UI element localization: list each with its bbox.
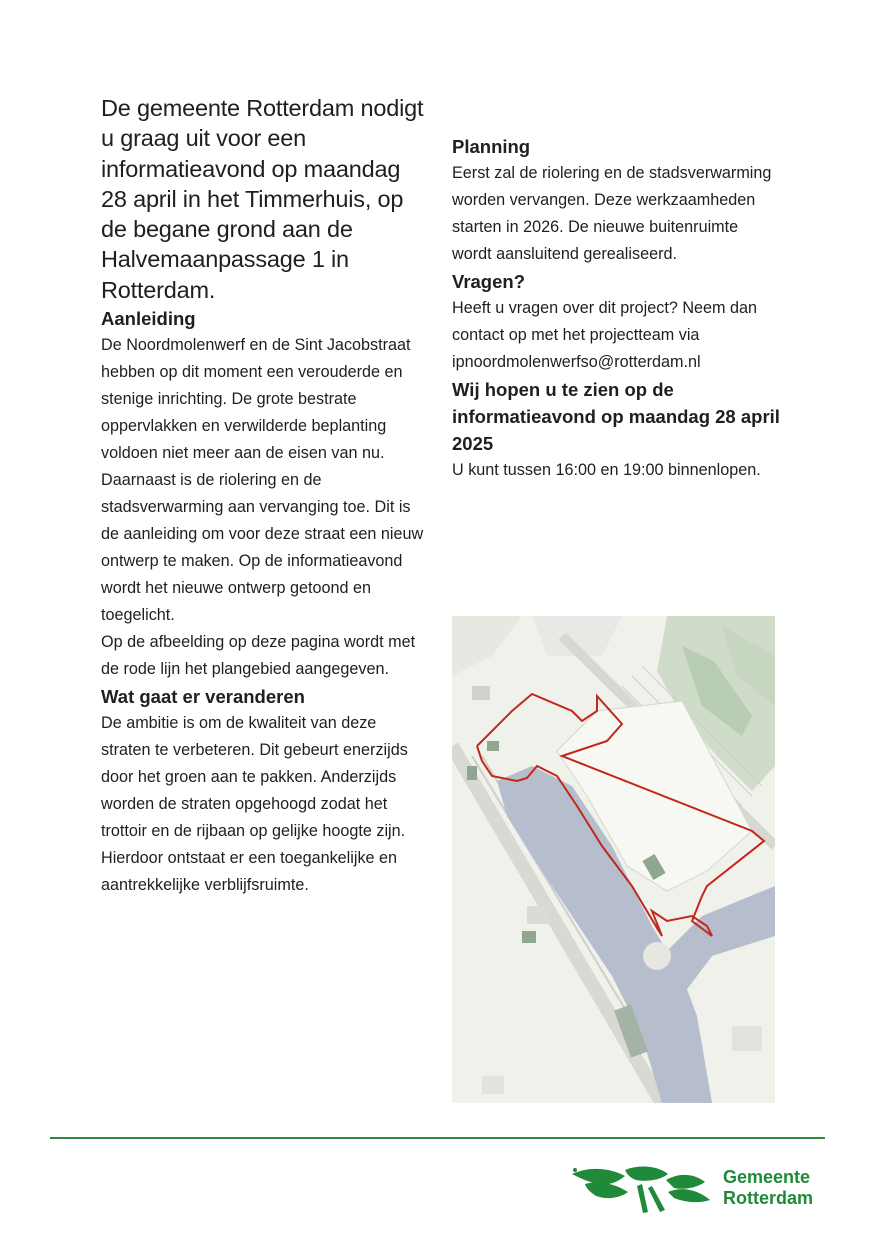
- intro-text: De gemeente Rotterdam nodigt u graag uit voor een informatieavond op maandag 28 april in het Timmerhuis, op de begane grond aan de Halvemaanpassage 1 in Rotterdam.: [101, 95, 424, 303]
- rotterdam-lion-emblem-icon: [570, 1162, 715, 1217]
- footer-divider: [50, 1137, 825, 1139]
- gemeente-rotterdam-logo: [570, 1162, 830, 1217]
- aanleiding-paragraph-1: De Noordmolenwerf en de Sint Jacobstraat hebben op dit moment een verouderde en stenige inrichting. De grote bestrate oppervlakken en verwilderde beplanting voldoen niet meer aan de eisen van nu. Daarnaast is de riolering en de stadsverwarming aan vervanging toe. Dit is de aanleiding om voor deze straat een nieuw ontwerp te maken. Op de informatieavond wordt het nieuwe ontwerp getoond en toegelicht.: [101, 336, 424, 625]
- aanleiding-paragraph-2: Op de afbeelding op deze pagina wordt met de rode lijn het plangebied aangegeven.: [101, 633, 416, 679]
- heading-wat-gaat-er-veranderen: Wat gaat er veranderen: [101, 686, 305, 708]
- verandering-paragraph: De ambitie is om de kwaliteit van deze straten te verbeteren. Dit gebeurt enerzijds door het groen aan te pakken. Anderzijds worden de straten opgehoogd zodat het trottoir en de rijbaan op gelijke hoogte zijn. Hierdoor ontstaat er een toegankelijke en aantrekkelijke verblijfsruimte.: [101, 714, 408, 895]
- map-illustration: [452, 616, 775, 1103]
- heading-aanleiding: Aanleiding: [101, 308, 196, 330]
- logo-wordmark: [723, 1167, 813, 1209]
- logo-line-gemeente: Gemeente: [723, 1167, 811, 1187]
- left-column: [101, 93, 426, 899]
- planning-paragraph: Eerst zal de riolering en de stadsverwarming worden vervangen. Deze werkzaamheden starten in 2026. De nieuwe buitenruimte wordt aansluitend gerealiseerd.: [452, 164, 772, 263]
- plangebied-map: [452, 616, 775, 1103]
- logo-line-rotterdam: Rotterdam: [723, 1188, 814, 1208]
- right-column: [452, 133, 782, 484]
- heading-planning: Planning: [452, 136, 531, 157]
- heading-uitnodiging: Wij hopen u te zien op de informatieavond op maandag 28 april 2025: [452, 379, 780, 454]
- heading-vragen: Vragen?: [452, 271, 525, 292]
- uitnodiging-paragraph: U kunt tussen 16:00 en 19:00 binnenlopen.: [452, 461, 761, 479]
- vragen-paragraph: Heeft u vragen over dit project? Neem dan contact op met het projectteam via ipnoordmolenwerfso@rotterdam.nl: [452, 299, 758, 371]
